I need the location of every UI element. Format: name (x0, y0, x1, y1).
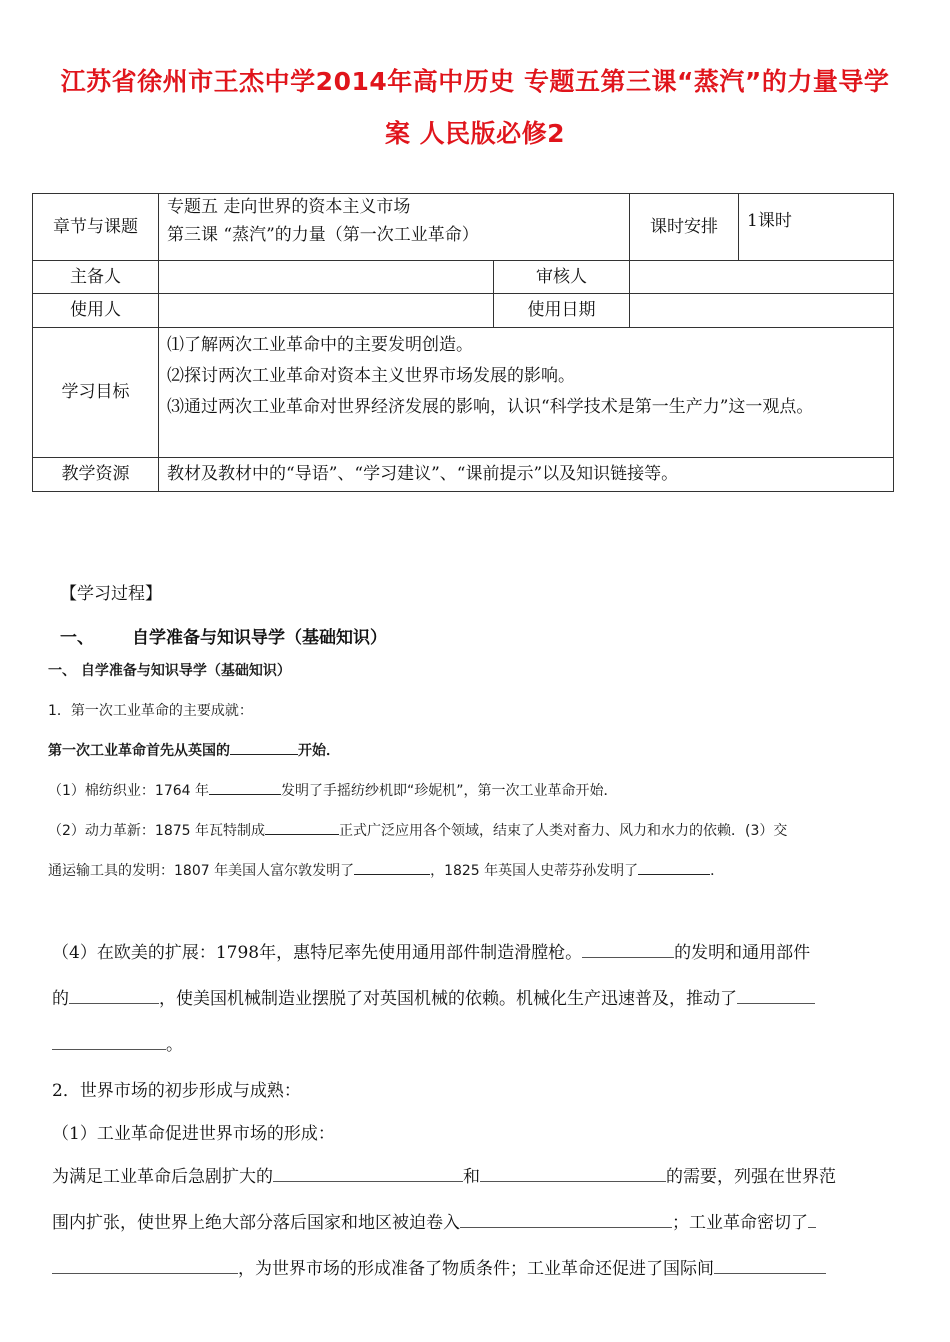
scan-transport-line (48, 860, 724, 880)
process-header: 【学习过程】 (60, 584, 162, 604)
scan-transport-a: 通运输工具的发明：1807 年美国人富尔敦发明了 (48, 863, 355, 879)
m2-b: ；工业革命密切了 (672, 1213, 808, 1233)
user-label: 使用人 (33, 294, 159, 328)
title-line-2: 案 人民版必修2 (384, 119, 566, 148)
lesson-info-table (32, 193, 894, 492)
goal-2: ⑵探讨两次工业革命对资本主义世界市场发展的影响。 (167, 366, 575, 386)
blank (209, 780, 281, 795)
blank (273, 1165, 463, 1182)
goals-label: 学习目标 (33, 328, 159, 458)
m1-a: 为满足工业革命后急剧扩大的 (52, 1167, 273, 1187)
p4-line-1 (52, 930, 902, 976)
scan-start-b: 开始． (298, 743, 340, 759)
chapter-line-1: 专题五 走向世界的资本主义市场 (167, 197, 411, 217)
item-2-1: （1）工业革命促进世界市场的形成： (52, 1124, 335, 1144)
blank (714, 1257, 826, 1274)
blank (638, 860, 710, 875)
reviewer-value (630, 261, 894, 294)
blank (808, 1211, 816, 1228)
reviewer-label: 审核人 (494, 261, 630, 294)
scan-textile-b: 发明了手摇纺纱机即“珍妮机”，第一次工业革命开始． (281, 783, 618, 799)
paragraph-expansion (52, 930, 902, 1292)
resources-value: 教材及教材中的“导语”、“学习建议”、“课前提示”以及知识链接等。 (159, 458, 894, 492)
scan-item-1: 1．第一次工业革命的主要成就： (48, 703, 253, 719)
date-label: 使用日期 (494, 294, 630, 328)
blank (480, 1165, 666, 1182)
market-line-1 (52, 1154, 902, 1200)
chapter-label: 章节与课题 (33, 194, 159, 261)
blank (52, 1033, 166, 1050)
goal-3: ⑶通过两次工业革命对世界经济发展的影响，认识“科学技术是第一生产力”这一观点。 (167, 397, 814, 417)
p4-b: 的发明和通用部件 (674, 943, 811, 963)
blank (354, 860, 430, 875)
chapter-cell (159, 194, 630, 261)
m1-b: 和 (463, 1167, 480, 1187)
scan-transport-b: ，1825 年英国人史蒂芬孙发明了 (430, 863, 639, 879)
p4-d: ，使美国机械制造业摆脱了对英国机械的依赖。机械化生产迅速普及，推动了 (159, 989, 737, 1009)
m3-a: ，为世界市场的形成准备了物质条件；工业革命还促进了国际间 (238, 1259, 714, 1279)
item-2: 2．世界市场的初步形成与成熟： (52, 1081, 301, 1101)
blank (737, 987, 815, 1004)
schedule-value: 1课时 (739, 194, 894, 261)
p4-e: 。 (166, 1035, 183, 1055)
market-line-2 (52, 1200, 902, 1246)
scan-start-line (48, 740, 340, 760)
scan-power-a: （2）动力革新：1875 年瓦特制成 (48, 823, 265, 839)
scan-start-a: 第一次工业革命首先从英国的 (48, 743, 230, 759)
p4-c: 的 (52, 989, 69, 1009)
blank (460, 1211, 672, 1228)
blank (52, 1257, 238, 1274)
m1-c: 的需要，列强在世界范 (666, 1167, 836, 1187)
p4-line-3 (52, 1022, 902, 1068)
m2-a: 围内扩张，使世界上绝大部分落后国家和地区被迫卷入 (52, 1213, 460, 1233)
blank (69, 987, 159, 1004)
schedule-label: 课时安排 (630, 194, 739, 261)
goals-cell (159, 328, 894, 458)
p4-line-2 (52, 976, 902, 1022)
section-title: 自学准备与知识导学（基础知识） (132, 628, 387, 648)
resources-label: 教学资源 (33, 458, 159, 492)
p4-a: （4）在欧美的扩展：1798年，惠特尼率先使用通用部件制造滑膛枪。 (52, 943, 583, 963)
blank (230, 740, 298, 755)
chapter-line-2: 第三课 “蒸汽”的力量（第一次工业革命） (167, 225, 479, 245)
scan-heading: 一、 自学准备与知识导学（基础知识） (48, 663, 291, 679)
title-line-1: 江苏省徐州市王杰中学2014年高中历史 专题五第三课“蒸汽”的力量导学 (60, 67, 890, 96)
date-value (630, 294, 894, 328)
document-title (40, 56, 910, 160)
scan-power-b: 正式广泛应用各个领域，结束了人类对畜力、风力和水力的依赖．(3）交 (339, 823, 788, 839)
blank (582, 941, 674, 958)
section-number: 一、 (60, 628, 94, 648)
scan-textile-a: （1）棉纺织业：1764 年 (48, 783, 209, 799)
preparer-value (159, 261, 494, 294)
scan-transport-c: ． (710, 863, 725, 879)
user-value (159, 294, 494, 328)
market-line-3 (52, 1246, 902, 1292)
scan-textile-line (48, 780, 618, 800)
preparer-label: 主备人 (33, 261, 159, 294)
scan-power-line (48, 820, 787, 840)
goal-1: ⑴了解两次工业革命中的主要发明创造。 (167, 335, 473, 355)
blank (265, 820, 339, 835)
